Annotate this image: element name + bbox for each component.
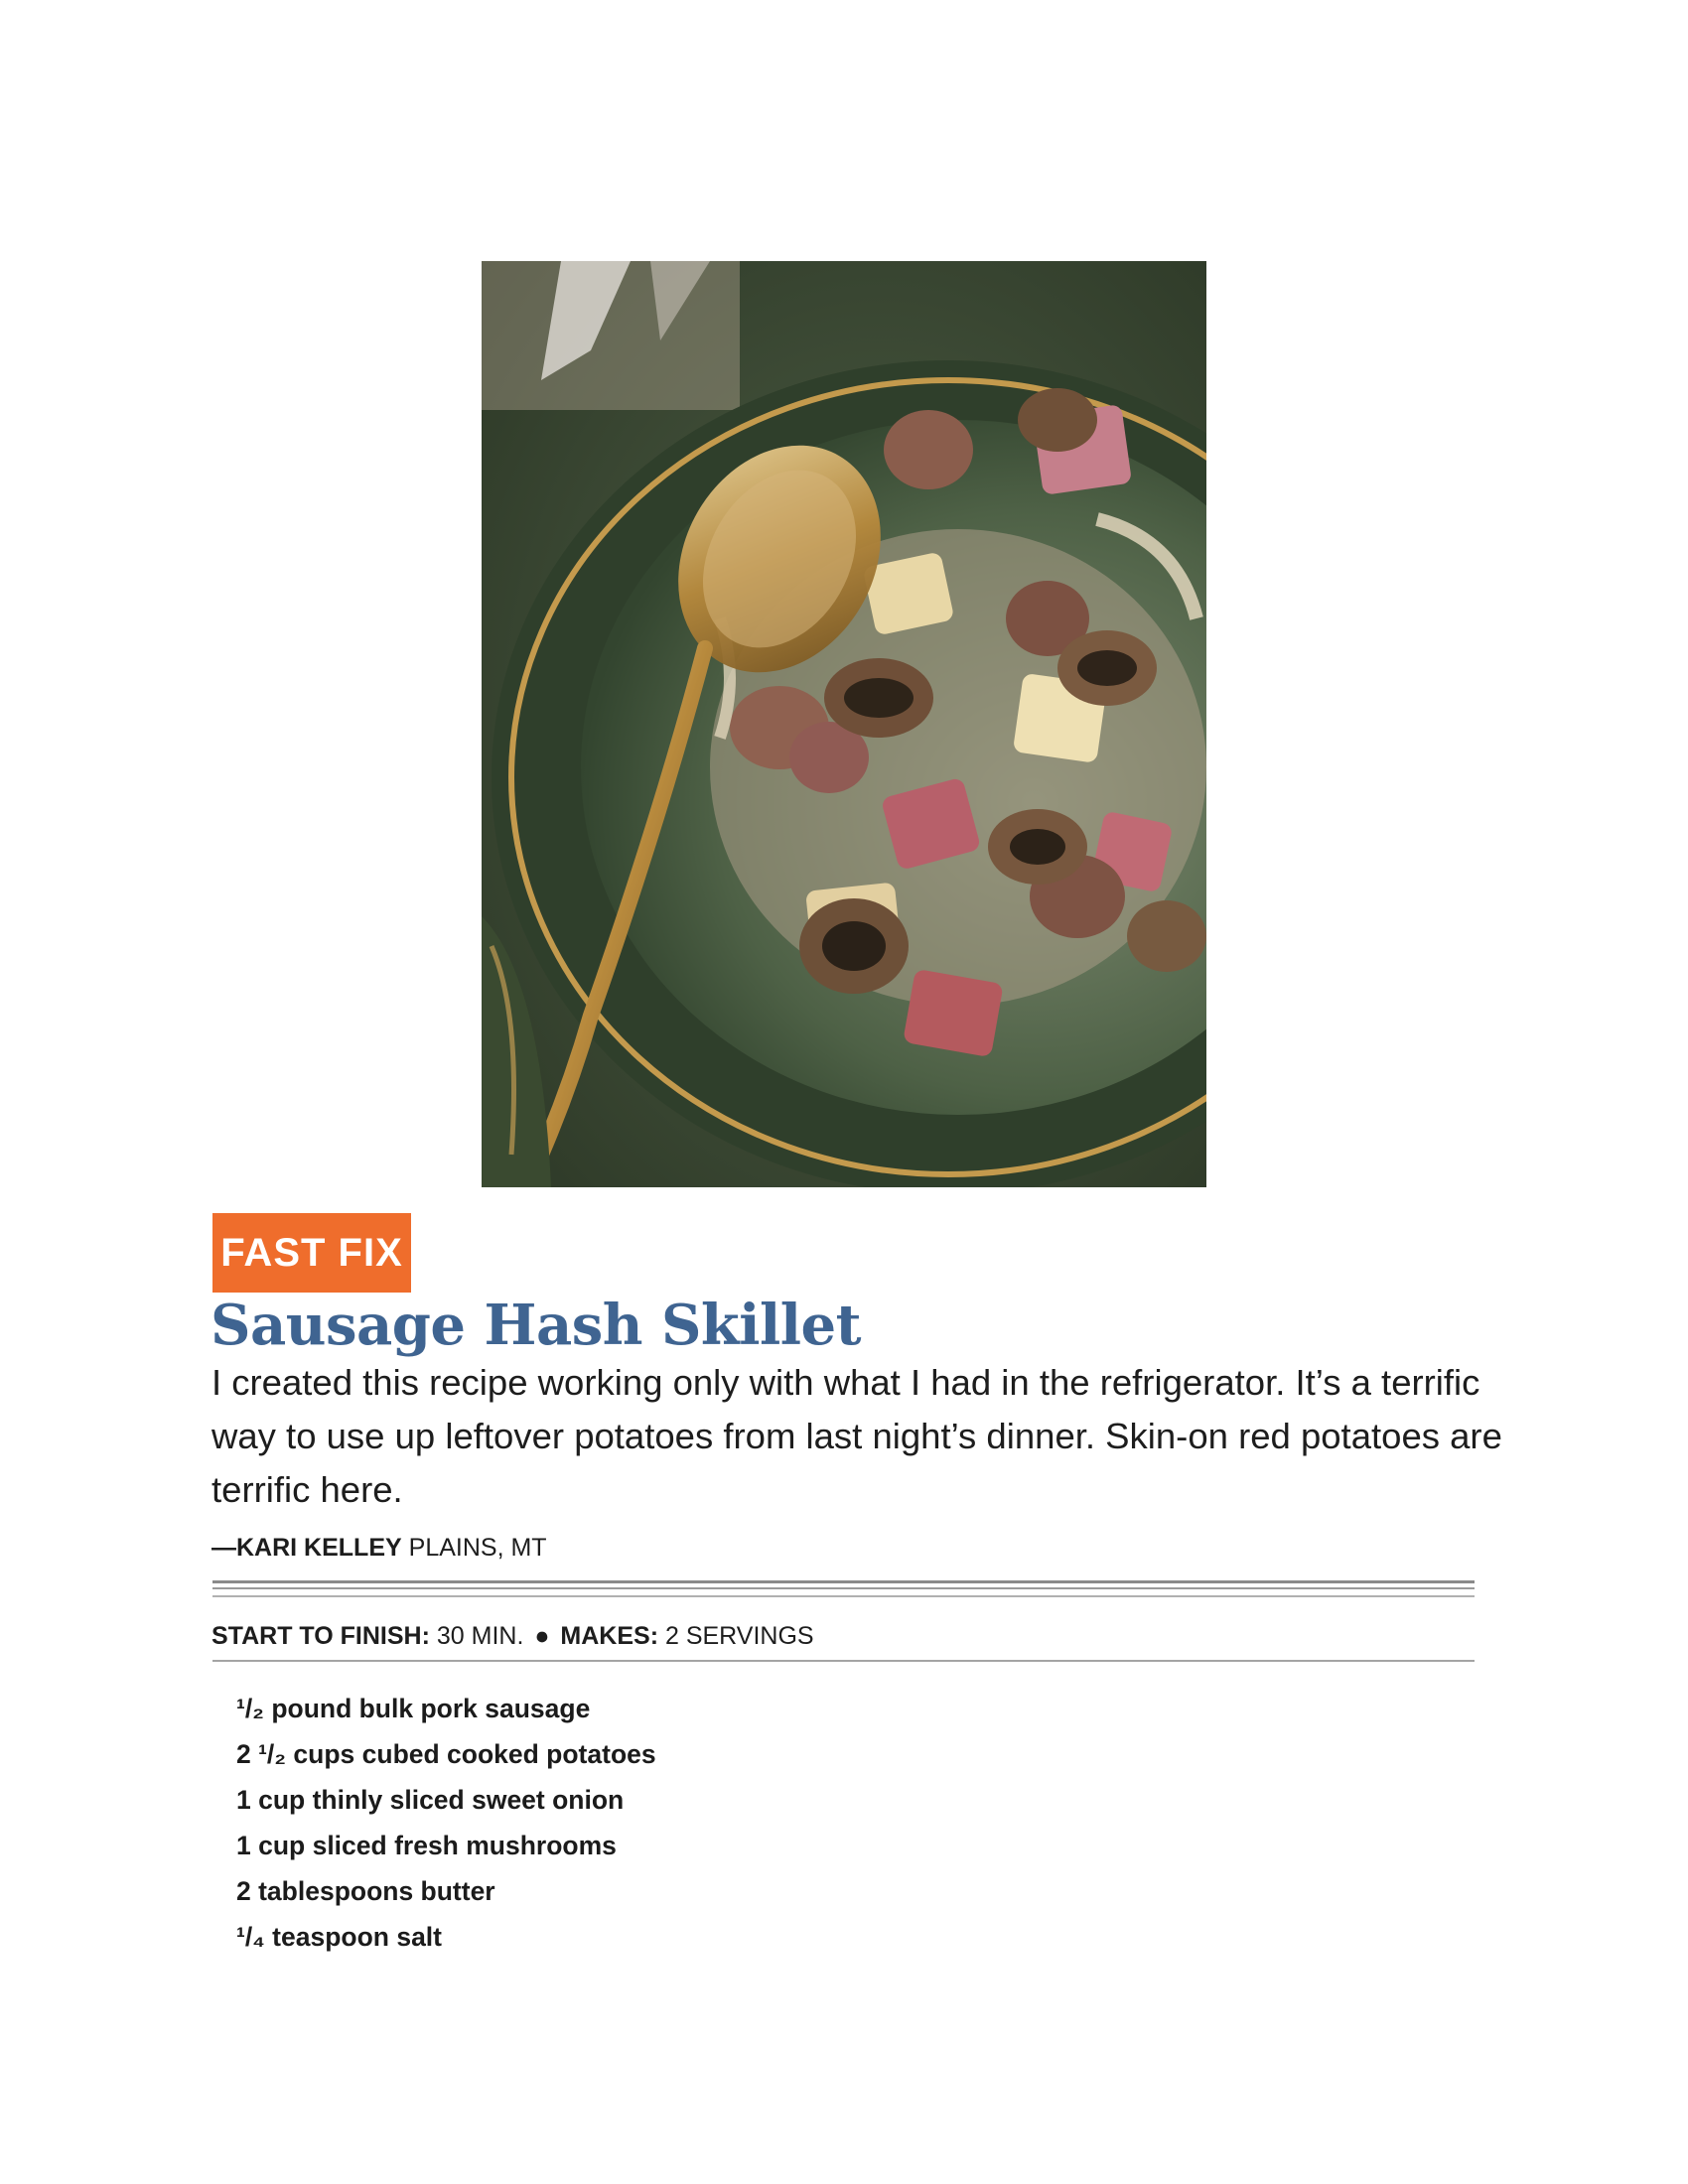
meta-separator: ● — [534, 1622, 550, 1650]
time-label: START TO FINISH: — [211, 1622, 430, 1650]
ingredient-item: 1 cup sliced fresh mushrooms — [236, 1831, 617, 1860]
ingredient-list — [236, 1686, 656, 1960]
ingredient-item: 2 ¹/₂ cups cubed cooked potatoes — [236, 1739, 656, 1769]
sausage-hash-photo — [482, 261, 1206, 1187]
ingredient-item: ¹/₂ pound bulk pork sausage — [236, 1694, 591, 1723]
time-value: 30 MIN. — [436, 1622, 524, 1650]
double-rule-bottom — [212, 1595, 1475, 1597]
ingredient-item: 2 tablespoons butter — [236, 1876, 495, 1906]
recipe-photo — [482, 261, 1206, 1187]
fast-fix-badge: FAST FIX — [212, 1213, 411, 1293]
ingredient-item: ¹/₄ teaspoon salt — [236, 1922, 442, 1952]
author-name: —KARI KELLEY — [211, 1534, 402, 1562]
recipe-title: Sausage Hash Skillet — [211, 1293, 862, 1358]
author-byline — [211, 1528, 547, 1568]
yield-value: 2 SERVINGS — [664, 1622, 814, 1650]
ingredient-item: 1 cup thinly sliced sweet onion — [236, 1785, 625, 1815]
recipe-meta — [211, 1616, 814, 1656]
double-rule-middle — [212, 1587, 1475, 1589]
author-location: PLAINS, MT — [408, 1534, 547, 1562]
double-rule-top — [212, 1580, 1475, 1583]
yield-label: MAKES: — [560, 1622, 659, 1650]
recipe-description: I created this recipe working only with what I had in the refrigerator. It’s a terrific way to use up leftover potatoes from last night’s dinner. Skin-on red potatoes are terrific here. — [211, 1362, 1502, 1510]
meta-rule — [212, 1660, 1475, 1662]
